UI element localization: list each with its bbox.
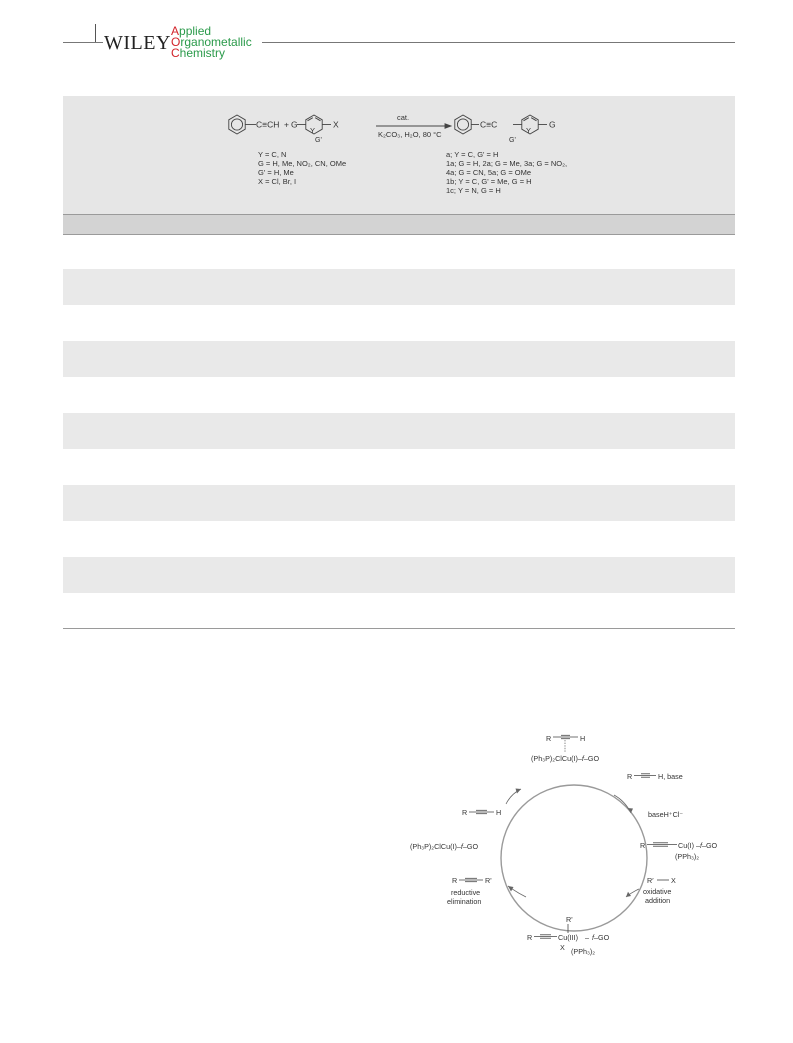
product-item: 4a; G = CN, 5a; G = OMe	[446, 168, 532, 177]
table-row	[63, 377, 735, 413]
alkyne-base-step	[627, 772, 683, 781]
svg-text:(PPh₃)₂: (PPh₃)₂	[675, 852, 700, 861]
product-gprime-label: G'	[509, 137, 516, 144]
svg-text:Cu(I) –f–GO: Cu(I) –f–GO	[678, 841, 718, 850]
svg-text:X: X	[560, 943, 565, 952]
released-alkyne	[462, 808, 501, 817]
svg-text:oxidative: oxidative	[643, 887, 672, 896]
svg-text:R: R	[627, 772, 633, 781]
product-item: 1b; Y = C, G' = Me, G = H	[446, 177, 532, 186]
product-item: a; Y = C, G' = H	[446, 150, 499, 159]
condition-item: G' = H, Me	[258, 168, 294, 177]
svg-text:R': R'	[485, 876, 492, 885]
reductive-elimination-step	[447, 876, 492, 906]
svg-text:R: R	[527, 933, 533, 942]
g-label: G	[291, 119, 298, 130]
table-row	[63, 305, 735, 341]
products-list	[446, 150, 567, 195]
oxidative-addition-step	[643, 876, 676, 905]
svg-text:R': R'	[566, 915, 573, 924]
svg-text:H: H	[496, 808, 502, 817]
journal-logo: Applied Organometallic Chemistry	[171, 24, 252, 60]
x-label: X	[333, 119, 339, 130]
conditions-list	[258, 150, 346, 186]
header-rule-left	[63, 42, 103, 43]
header-rule-right	[262, 42, 735, 43]
product-y-label: Y	[526, 126, 532, 135]
condition-item: G = H, Me, NO₂, CN, OMe	[258, 159, 347, 168]
svg-text:–f–GO: – f–GO	[585, 933, 610, 942]
svg-text:(PPh₃)₂: (PPh₃)₂	[571, 947, 596, 956]
svg-text:elimination: elimination	[447, 897, 482, 906]
table-row	[63, 449, 735, 485]
table-bottom-rule	[63, 628, 735, 629]
phenylacetylene-label: C≡CH	[256, 119, 280, 130]
svg-text:(Ph₃P)₂ClCu(I)–f–GO: (Ph₃P)₂ClCu(I)–f–GO	[531, 754, 600, 763]
table-header-row	[63, 214, 735, 235]
table-row	[63, 485, 735, 521]
alkyne-complex-top	[531, 734, 599, 763]
svg-text:R: R	[452, 876, 458, 885]
product-link-label: C≡C	[480, 119, 498, 130]
plus-sign: +	[284, 119, 289, 130]
reaction-scheme-panel	[63, 96, 735, 214]
table-row	[63, 341, 735, 377]
svg-text:R: R	[640, 841, 646, 850]
table-row	[63, 521, 735, 557]
svg-text:H, base: H, base	[658, 772, 683, 781]
product-item: 1c; Y = N, G = H	[446, 186, 501, 195]
catalyst-label: (Ph₃P)₂ClCu(I)–f–GO	[410, 842, 479, 851]
table-row	[63, 235, 735, 271]
product-item: 1a; G = H, 2a; G = Me, 3a; G = NO₂,	[446, 159, 568, 168]
condition-item: Y = C, N	[258, 150, 287, 159]
svg-text:reductive: reductive	[451, 888, 481, 897]
y-label: Y	[310, 126, 316, 135]
condition-item: X = Cl, Br, I	[258, 177, 297, 186]
svg-text:R: R	[546, 734, 552, 743]
table-row	[63, 557, 735, 593]
arrow-top-label: cat.	[397, 113, 410, 122]
table-row	[63, 413, 735, 449]
reaction-scheme	[63, 96, 735, 214]
svg-text:R′: R′	[647, 876, 654, 885]
svg-text:Cu(III): Cu(III)	[558, 933, 578, 942]
svg-text:addition: addition	[645, 896, 671, 905]
svg-text:H: H	[580, 734, 586, 743]
publisher-logo: WILEY	[104, 32, 171, 54]
table-row	[63, 593, 735, 629]
arrow-bottom-label: K₂CO₃, H₂O, 80 °C	[378, 130, 442, 139]
copper-acetylide	[640, 841, 718, 861]
table-row	[63, 269, 735, 305]
gprime-label: G'	[315, 137, 322, 144]
svg-text:R: R	[462, 808, 468, 817]
header-tick	[95, 24, 96, 42]
byproduct-label: baseH⁺Cl⁻	[648, 810, 684, 819]
catalytic-cycle-figure	[400, 725, 745, 975]
svg-text:X: X	[671, 876, 676, 885]
copper-iii-intermediate	[527, 915, 610, 956]
product-g-label: G	[549, 119, 556, 130]
cycle-circle	[501, 785, 647, 931]
